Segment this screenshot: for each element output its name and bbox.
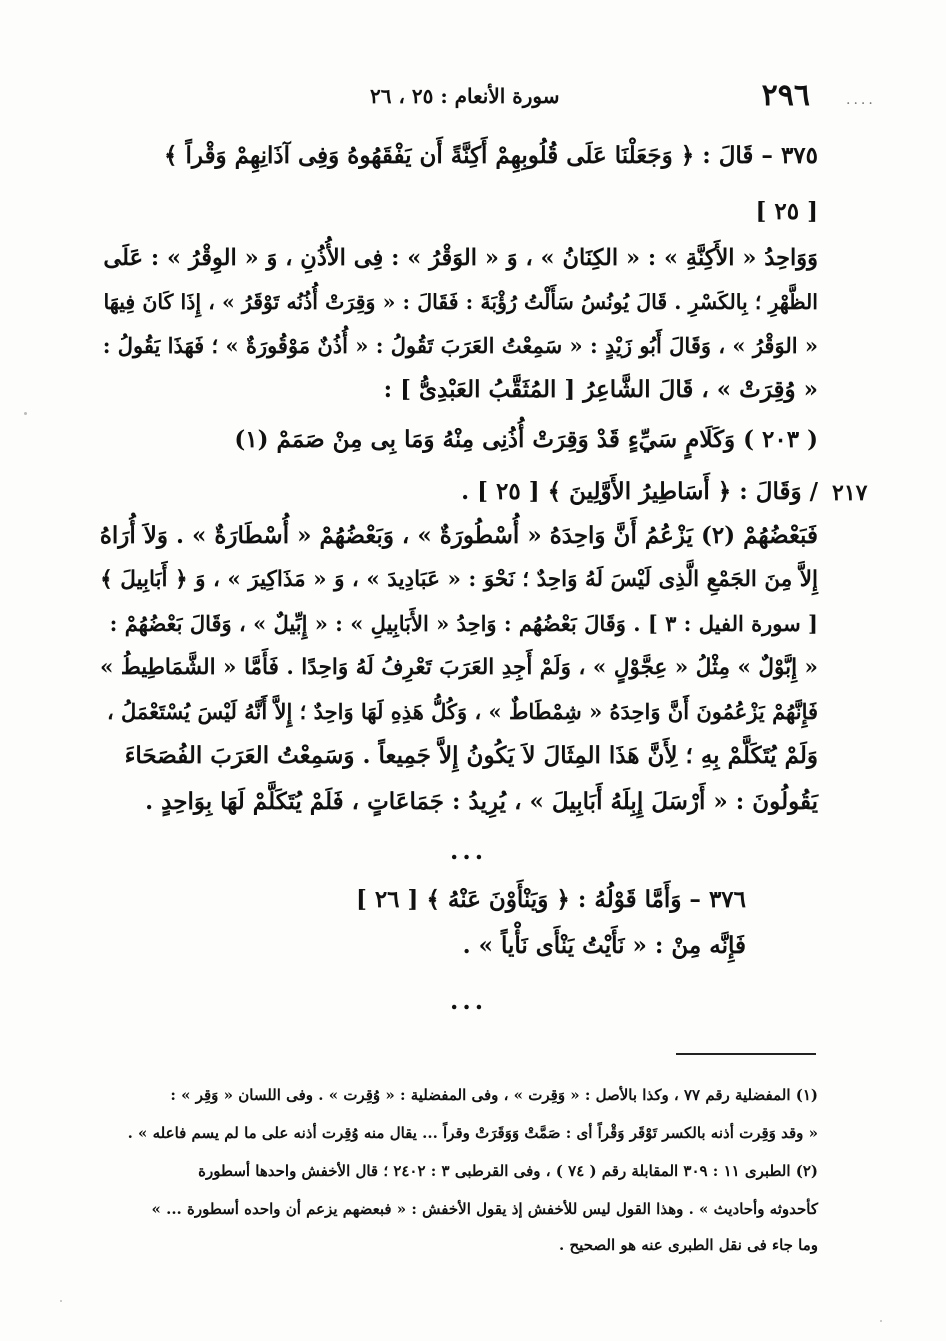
text-line: فَبَعْضُهُمْ (٢) يَزْعُمُ أَنَّ وَاحِدَهُ « أُسْطُورَةٌ » ، وَبَعْضُهُمْ « أُسْطَارَةٌ » . وَلاَ أُرَاهُ bbox=[99, 522, 818, 549]
text-line: [ سورة الفيل : ٣ ] . وَقَالَ بَعْضُهُم : وَاحِدُ « الأَبَابِيلِ » : « إِبِّيلٌ » ، وَقَالَ بَعْضُهُمْ : bbox=[109, 611, 818, 636]
footnote-line: كأحدوثه وأحاديث » . وهذا القول ليس للأخفش إذ يقول الأخفش : « فبعضهم يزعم أن واحده أسطورة ... » bbox=[151, 1200, 818, 1218]
verse-ref-25: [ ٢٥ ] bbox=[755, 198, 818, 225]
text-line: يَقُولُونَ : « أَرْسَلَ إِبِلَهُ أَبَابِيلَ » ، يُرِيدُ : جَمَاعَاتٍ ، فَلَمْ يُتَكَلَّمْ لَهَا بِوَاحِدٍ . bbox=[145, 788, 818, 815]
footnote-divider bbox=[676, 1053, 816, 1055]
text-line: « وُقِرَتْ » ، قَالَ الشَّاعِرُ [ المُثَقَّبُ العَبْدِىُّ ] : bbox=[383, 376, 818, 403]
text-line: / وَقَالَ : ﴿ أَسَاطِيرُ الأَوَّلِينَ ﴾ [ ٢٥ ] . bbox=[461, 478, 818, 505]
text-line: « إِبَّوْلٌ » مِثْلُ « عِجَّوْلٍ » ، وَلَمْ أَجِدِ العَرَبَ تَعْرِفُ لَهُ وَاحِدًا . فَأَمَّا « الشَّمَاطِيطُ » bbox=[99, 655, 818, 680]
verse-375-line: ٣٧٥ – قَالَ : ﴿ وَجَعَلْنَا عَلَى قُلُوبِهِمْ أَكِنَّةً أَن يَفْقَهُوهُ وَفِى آذَانِهِمْ وَقْراً ﴾ bbox=[164, 142, 818, 169]
margin-page-reference: ٢١٧ bbox=[832, 480, 868, 506]
page-number: ٢٩٦ bbox=[761, 78, 810, 113]
text-line: فَإِنَّه مِنْ : « نَأَيْتُ يَنْأَى نَأْياً » . bbox=[462, 932, 746, 959]
text-line: الظَّهْرِ ؛ بِالكَسْرِ . قَالَ يُونُسُ سَأَلْتُ رُؤْبَةَ : فَقَالَ : « وَقِرَتْ أُذُنُه تَوْقَرُ » ، إِذَا كَانَ فِيهَا bbox=[103, 290, 818, 314]
footnote-line: وما جاء فى نقل الطبرى عنه هو الصحيح . bbox=[559, 1236, 818, 1254]
footnote-line: (١) المفضلية رقم ٧٧ ، وكذا بالأصل : « وَقِرت » ، وفى المفضلية : « وُقِرت » . وفى اللسان « وَقِر » : bbox=[170, 1086, 818, 1104]
text-line: وَلَمْ يُتَكَلَّمْ بِهِ ؛ لِأَنَّ هَذَا المِثَالَ لاَ يَكُونُ إِلاَّ جَمِيعاً . وَسَمِعْتُ العَرَبَ الفُصَحَاءَ bbox=[124, 742, 818, 769]
footnote-line: (٢) الطبرى ١١ : ٣٠٩ المقابلة رقم ( ٧٤ ) ، وفى القرطبى ٣ : ٢٤٠٢ ؛ قال الأخفش واحدها أسطورة bbox=[198, 1162, 818, 1180]
footnote-line: « وقد وَقِرت أذنه بالكسر تَوْقَر وَقْراً أى : صَمَّتْ وَوَقَرَتْ وقراً ... يقال منه وُقِرت أذنه على ما لم يسم فاعله » . bbox=[127, 1124, 818, 1142]
text-line: وَوَاحِدُ « الأَكِنَّةِ » : « الكِنَانُ » ، وَ « الوَقْرُ » : فِى الأُذُنِ ، وَ « الوِقْرُ » : عَلَى bbox=[103, 245, 818, 271]
text-line: « الوَقْرُ » ، وَقَالَ أَبُو زَيْدٍ : « سَمِعْتُ العَرَبَ تَقُولُ : « أُذُنٌ مَوْقُورَةٌ » ؛ فَهَذَا يَقُولُ : bbox=[102, 333, 818, 358]
section-separator: ... bbox=[450, 986, 488, 1015]
page-header bbox=[370, 78, 810, 118]
corner-mark: .... bbox=[846, 92, 876, 108]
text-line: إِلاَّ مِنَ الجَمْعِ الَّذِى لَيْسَ لَهُ وَاحِدٌ ؛ نَحْوَ : « عَبَادِيدَ » ، وَ « مَذَاكِيرَ » ، وَ ﴿ أَبَابِيلَ ﴾ bbox=[100, 567, 818, 592]
scan-speckle bbox=[24, 412, 27, 415]
scan-speckle bbox=[60, 1300, 62, 1302]
section-separator: ... bbox=[450, 836, 488, 865]
poetry-verse-203: ( ٢٠٣ ) وَكَلَامٍ سَيِّءٍ قَدْ وَقِرَتْ أُذُنِى مِنْهُ وَمَا بِى مِنْ صَمَمْ (١) bbox=[234, 426, 818, 453]
scan-speckle bbox=[880, 1320, 882, 1322]
verse-376-line: ٣٧٦ – وَأَمَّا قَوْلُهُ : ﴿ وَيَنْأَوْنَ عَنْهُ ﴾ [ ٢٦ ] bbox=[355, 886, 746, 913]
running-head: سورة الأنعام : ٢٥ ، ٢٦ bbox=[370, 84, 560, 108]
text-line: فَإِنَّهُمْ يَزْعُمُونَ أَنَّ وَاحِدَهُ « شِمْطَاطٌ » ، وَكُلُّ هَذِهِ لَهَا وَاحِدٌ ؛ إِلاَّ أَنَّهُ لَيْسَ يُسْتَعْمَلُ ، bbox=[106, 699, 818, 724]
